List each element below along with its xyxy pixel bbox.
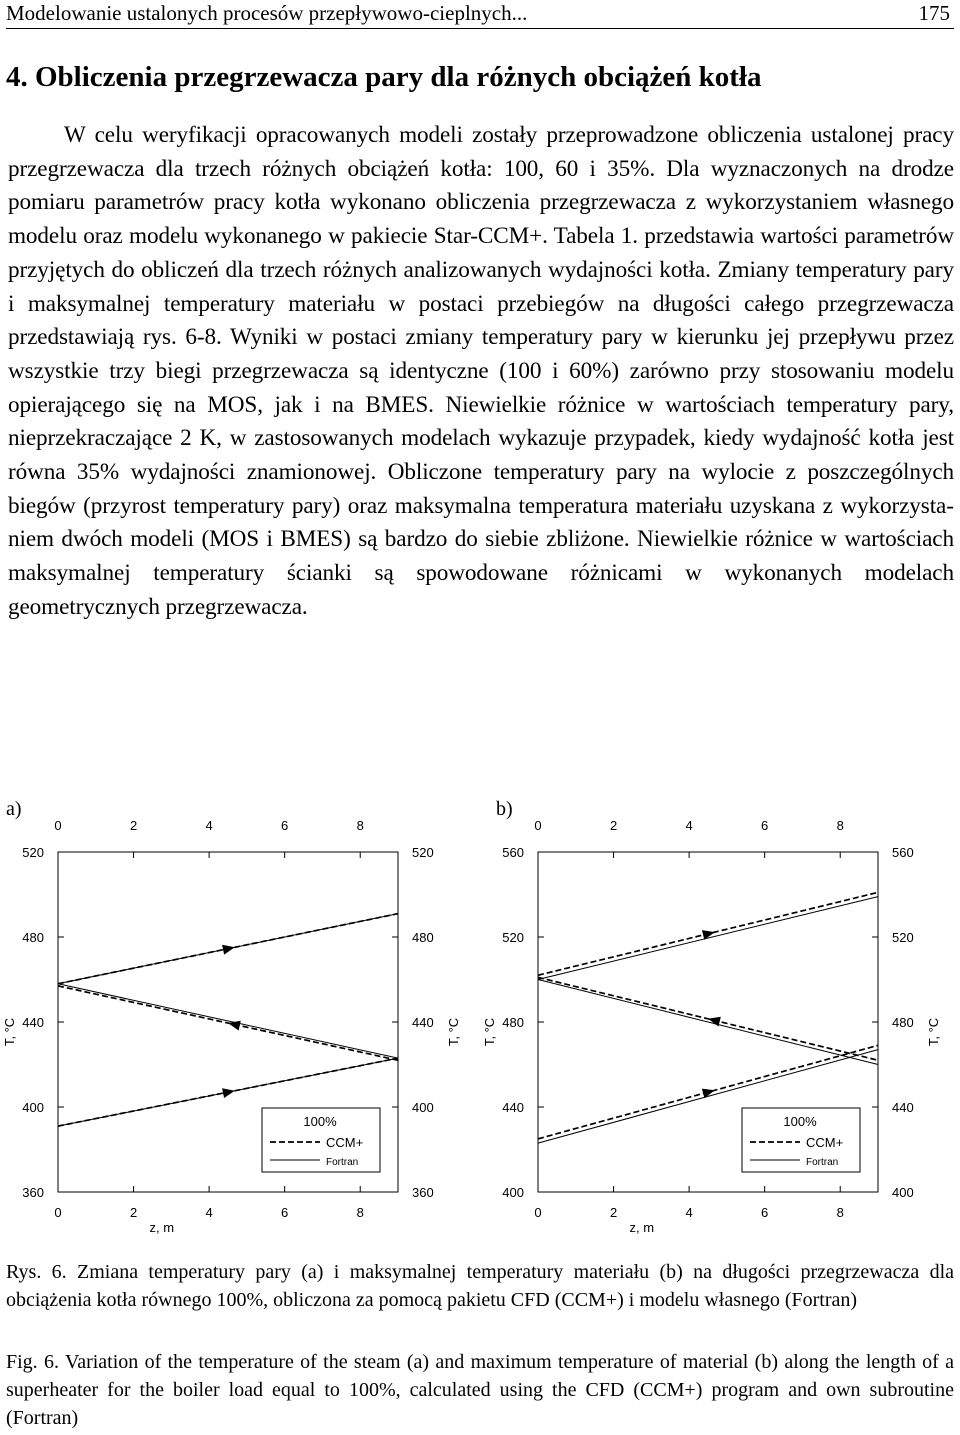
y-tick-label-right: 520: [412, 845, 434, 860]
y-tick-label-right: 360: [412, 1185, 434, 1200]
chart-panel-b: [480, 812, 960, 1242]
x-tick-label-top: 4: [205, 818, 213, 833]
series-line-fortran: [58, 984, 398, 1058]
y-tick-label-right: 440: [412, 1015, 434, 1030]
panel-b-label: b): [496, 798, 513, 820]
legend-entry-ccm: CCM+: [806, 1135, 844, 1150]
running-header: [6, 0, 954, 29]
caption-en-text: Variation of the temperature of the steam (a) and maximum temperature of material (b) along the length of a superheater for the boiler load equal to 100%, calculated using the CFD (CCM+) program and own subroutine (Fortran): [6, 1351, 955, 1429]
running-header-title: Modelowanie ustalonych procesów przepływowo-cieplnych...: [6, 1, 528, 25]
x-axis-label: z, m: [149, 1220, 175, 1235]
y-tick-label-right: 560: [892, 845, 914, 860]
legend-entry-fortran: Fortran: [326, 1157, 359, 1168]
y-tick-label-left: 400: [502, 1185, 524, 1200]
x-tick-label-top: 2: [609, 818, 618, 833]
x-tick-label-bottom: 4: [685, 1205, 693, 1220]
series-line-fortran: [538, 980, 878, 1065]
y-tick-label-right: 480: [892, 1015, 914, 1030]
legend-title: 100%: [303, 1114, 337, 1129]
x-tick-label-top: 6: [281, 818, 289, 833]
series-line-fortran: [538, 897, 878, 980]
caption-pl-text: Zmiana temperatury pary (a) i maksymalnej temperatury materiału (b) na długości przegrzewacza dla obciążenia kotła równego 100%, obliczona za pomocą pakietu CFD (CCM+) i modelu własnego (Fortran): [6, 1261, 955, 1311]
chart-panel-a: [0, 812, 480, 1242]
legend-title: 100%: [783, 1114, 817, 1129]
y-axis-label: T, °C: [482, 1017, 497, 1047]
y-tick-label-left: 440: [22, 1015, 44, 1030]
legend-entry-fortran: Fortran: [806, 1157, 839, 1168]
flow-direction-arrow-icon: [222, 1086, 236, 1098]
x-tick-label-top: 6: [761, 818, 769, 833]
x-tick-label-bottom: 2: [129, 1205, 138, 1220]
flow-direction-arrow-icon: [227, 1018, 241, 1030]
y-tick-label-left: 480: [22, 930, 44, 945]
x-tick-label-top: 2: [129, 818, 138, 833]
y-tick-label-left: 520: [502, 930, 524, 945]
y-tick-label-right: 440: [892, 1100, 914, 1115]
x-tick-label-bottom: 8: [356, 1205, 364, 1220]
caption-pl-number: Rys. 6.: [6, 1261, 67, 1283]
x-tick-label-bottom: 8: [836, 1205, 844, 1220]
panel-a-label: a): [6, 798, 22, 820]
y-tick-label-left: 520: [22, 845, 44, 860]
y-tick-label-left: 560: [502, 845, 524, 860]
flow-direction-arrow-icon: [707, 1014, 721, 1027]
caption-en: [6, 1348, 954, 1432]
y2-axis-label: T, °C: [446, 1017, 461, 1047]
y-tick-label-right: 480: [412, 930, 434, 945]
flow-direction-arrow-icon: [222, 942, 236, 954]
y-tick-label-left: 400: [22, 1100, 44, 1115]
x-tick-label-bottom: 0: [534, 1205, 542, 1220]
caption-pl: [6, 1258, 954, 1314]
x-tick-label-top: 0: [534, 818, 542, 833]
y-tick-label-left: 360: [22, 1185, 44, 1200]
y-tick-label-right: 520: [892, 930, 914, 945]
x-tick-label-bottom: 6: [281, 1205, 289, 1220]
y2-axis-label: T, °C: [926, 1017, 941, 1047]
y-tick-label-left: 480: [502, 1015, 524, 1030]
x-tick-label-bottom: 4: [205, 1205, 213, 1220]
x-tick-label-bottom: 6: [761, 1205, 769, 1220]
page-number: 175: [918, 1, 950, 25]
x-tick-label-top: 0: [54, 818, 62, 833]
legend-entry-ccm: CCM+: [326, 1135, 364, 1150]
y-axis-label: T, °C: [2, 1017, 17, 1047]
section-title: 4. Obliczenia przegrzewacza pary dla różnych obciążeń kotła: [6, 61, 762, 93]
body-paragraph: W celu weryfikacji opracowanych modeli zostały przeprowadzone obliczenia ustalonej pracy przegrzewacza dla trzech różnych obciążeń kotła: 100, 60 i 35%. Dla wyznaczonych na drodze pomiaru parametrów pracy kotła wykonano obliczenia przegrzewacza z wykorzystaniem własnego modelu oraz modelu wykonanego w pakiecie Star-CCM+. Tabela 1. przedstawia wartości parametrów przyjętych do obliczeń dla trzech różnych analizowanych wydajności kotła. Zmiany temperatury pary i maksymalnej temperatury materiału w postaci przebiegów na długości całego przegrzewacza przedstawiają rys. 6-8. Wyniki w postaci zmiany temperatury pary w kierunku jej przepływu przez wszystkie trzy biegi przegrzewacza są identyczne (100 i 60%) zarówno przy stosowaniu modelu opierającego się na MOS, jak i na BMES. Niewielkie różnice w wartościach temperatury pary, nieprzekraczające 2 K, w zastosowanych modelach wykazuje przypadek, kiedy wydajność kotła jest równa 35% wydajności znamionowej. Obliczone temperatury pary na wylocie z poszczególnych biegów (przyrost temperatury pary) oraz maksymalna temperatura materiału uzyskana z wykorzystaniem dwóch modeli (MOS i BMES) są bardzo do siebie zbliżone. Niewielkie różnice w wartościach maksymalnej temperatury ścianki są spowodowane różnicami w wykonanych modelach geometrycznych przegrzewacza.: [8, 122, 954, 620]
x-tick-label-bottom: 0: [54, 1205, 62, 1220]
y-tick-label-right: 400: [892, 1185, 914, 1200]
x-tick-label-top: 4: [685, 818, 693, 833]
caption-en-number: Fig. 6.: [6, 1351, 60, 1373]
y-tick-label-right: 400: [412, 1100, 434, 1115]
x-tick-label-top: 8: [356, 818, 364, 833]
x-tick-label-bottom: 2: [609, 1205, 618, 1220]
x-tick-label-top: 8: [836, 818, 844, 833]
y-tick-label-left: 440: [502, 1100, 524, 1115]
x-axis-label: z, m: [629, 1220, 655, 1235]
